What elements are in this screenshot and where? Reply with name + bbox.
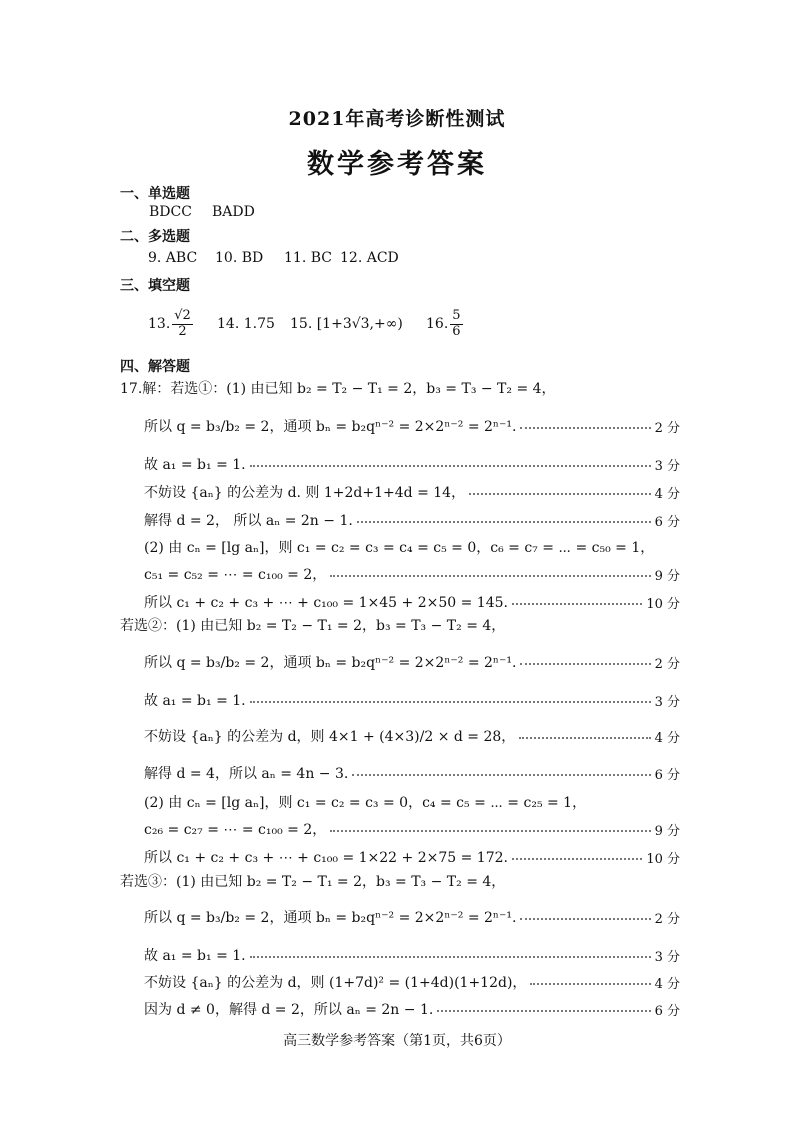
score-mark: 10 分 (646, 851, 680, 867)
solution-line (144, 590, 680, 614)
leader-dots (520, 427, 650, 429)
solution-text: 所以 c₁ + c₂ + c₃ + ⋯ + c₁₀₀ = 1×22 + 2×75 = 172. (144, 850, 508, 866)
multi-choice-answer-12: 12. ACD (340, 250, 399, 266)
score-mark: 4 分 (654, 976, 680, 992)
solution-text: 故 a₁ = b₁ = 1. (144, 693, 246, 709)
leader-dots (530, 983, 650, 985)
q13-label: 13. (148, 316, 171, 332)
leader-dots (250, 956, 651, 958)
exam-title: 2021年高考诊断性测试 (288, 108, 506, 130)
leader-dots (520, 663, 650, 665)
solution-line (144, 535, 680, 559)
multi-choice-answer-9: 9. ABC (148, 250, 198, 266)
score-mark: 4 分 (654, 730, 680, 746)
solution-line (144, 724, 680, 748)
leader-dots (330, 575, 650, 577)
solution-text: 故 a₁ = b₁ = 1. (144, 457, 246, 473)
solution-text: 因为 d ≠ 0，解得 d = 2，所以 aₙ = 2n − 1. (144, 1002, 434, 1018)
solution-text: 解得 d = 2， 所以 aₙ = 2n − 1. (144, 513, 353, 529)
section-heading-multi-choice: 二、多选题 (120, 229, 190, 245)
score-mark: 3 分 (654, 694, 680, 710)
score-mark: 2 分 (654, 420, 680, 436)
solution-text: (2) 由 cₙ = [lg aₙ]，则 c₁ = c₂ = c₃ = 0，c₄ = c₅ = ⋯ = c₂₅ = 1， (144, 795, 587, 811)
score-mark: 6 分 (654, 1003, 680, 1019)
solution-text: 若选②：(1) 由已知 b₂ = T₂ − T₁ = 2，b₃ = T₃ − T₂ = 4， (120, 618, 506, 634)
solution-text: 不妨设 {aₙ} 的公差为 d. 则 1+2d+1+4d = 14， (144, 485, 466, 501)
q16-label: 16. (426, 316, 449, 332)
solution-text: (2) 由 cₙ = [lg aₙ]，则 c₁ = c₂ = c₃ = c₄ = c₅ = 0，c₆ = c₇ = ⋯ = c₅₀ = 1， (144, 540, 655, 556)
solution-text: c₂₆ = c₂₇ = ⋯ = c₁₀₀ = 2， (144, 822, 327, 838)
solution-text: 不妨设 {aₙ} 的公差为 d，则 4×1 + (4×3)/2 × d = 28， (144, 729, 516, 745)
solution-text: c₅₁ = c₅₂ = ⋯ = c₁₀₀ = 2， (144, 567, 327, 583)
multi-choice-answer-11: 11. BC (284, 250, 332, 266)
fill-blank-answer-16 (426, 304, 465, 344)
leader-dots (437, 1010, 650, 1012)
leader-dots (250, 701, 651, 703)
solution-line (144, 562, 680, 586)
score-mark: 4 分 (654, 486, 680, 502)
section-heading-fill-blank: 三、填空题 (120, 278, 190, 294)
leader-dots (357, 521, 651, 523)
solution-line (144, 761, 680, 785)
score-mark: 9 分 (654, 568, 680, 584)
multi-choice-answer-10: 10. BD (215, 250, 264, 266)
leader-dots (512, 858, 642, 860)
q13-denominator: 2 (178, 323, 187, 339)
leader-dots (469, 493, 651, 495)
solution-line (144, 997, 680, 1021)
leader-dots (250, 465, 651, 467)
solution-line (120, 869, 680, 893)
solution-line (144, 414, 680, 438)
score-mark: 2 分 (654, 656, 680, 672)
q13-numerator: √2 (174, 308, 191, 324)
solution-line (120, 613, 680, 637)
score-mark: 6 分 (654, 514, 680, 530)
solution-line (144, 905, 680, 929)
score-mark: 10 分 (646, 596, 680, 612)
solution-text: 不妨设 {aₙ} 的公差为 d，则 (1+7d)² = (1+4d)(1+12d)， (144, 975, 527, 991)
solution-text: 所以 c₁ + c₂ + c₃ + ⋯ + c₁₀₀ = 1×45 + 2×50 = 145. (144, 595, 508, 611)
q13-fraction (172, 309, 193, 339)
score-mark: 3 分 (654, 458, 680, 474)
solution-line (144, 817, 680, 841)
leader-dots (330, 830, 650, 832)
solution-text: 若选③：(1) 由已知 b₂ = T₂ − T₁ = 2，b₃ = T₃ − T₂ = 4， (120, 874, 506, 890)
solution-line (144, 970, 680, 994)
score-mark: 3 分 (654, 949, 680, 965)
leader-dots (519, 737, 650, 739)
solution-line (144, 790, 680, 814)
solution-line (144, 688, 680, 712)
score-mark: 6 分 (654, 767, 680, 783)
solution-text: 所以 q = b₃/b₂ = 2，通项 bₙ = b₂qⁿ⁻² = 2×2ⁿ⁻² = 2ⁿ⁻¹. (144, 655, 517, 671)
solution-text: 解得 d = 4，所以 aₙ = 4n − 3. (144, 766, 349, 782)
single-choice-answer-group-2: BADD (212, 204, 255, 220)
solution-line (144, 943, 680, 967)
score-mark: 9 分 (654, 823, 680, 839)
solution-text: 故 a₁ = b₁ = 1. (144, 948, 246, 964)
fill-blank-answer-13 (148, 304, 195, 344)
q16-denominator: 6 (452, 323, 461, 339)
solution-text: 17.解：若选①：(1) 由已知 b₂ = T₂ − T₁ = 2，b₃ = T₃ − T₂ = 4， (120, 381, 556, 397)
q16-numerator: 5 (452, 308, 461, 324)
solution-text: 所以 q = b₃/b₂ = 2，通项 bₙ = b₂qⁿ⁻² = 2×2ⁿ⁻² = 2ⁿ⁻¹. (144, 910, 517, 926)
section-heading-single-choice: 一、单选题 (120, 186, 190, 202)
q16-fraction (450, 309, 462, 339)
document-title: 数学参考答案 (307, 149, 487, 180)
solution-line (120, 376, 680, 400)
single-choice-answer-group-1: BDCC (149, 204, 192, 220)
solution-text: 所以 q = b₃/b₂ = 2，通项 bₙ = b₂qⁿ⁻² = 2×2ⁿ⁻² = 2ⁿ⁻¹. (144, 419, 517, 435)
section-heading-solutions: 四、解答题 (120, 359, 190, 375)
solution-line (144, 480, 680, 504)
solution-line (144, 508, 680, 532)
solution-line (144, 452, 680, 476)
leader-dots (512, 603, 642, 605)
solution-line (144, 650, 680, 674)
page-footer: 高三数学参考答案（第1页，共6页） (283, 1033, 511, 1049)
score-mark: 2 分 (654, 911, 680, 927)
leader-dots (352, 774, 650, 776)
fill-blank-answer-15: 15. [1+3√3,+∞) (290, 316, 403, 332)
fill-blank-answer-14: 14. 1.75 (217, 316, 275, 332)
solution-line (144, 845, 680, 869)
leader-dots (520, 918, 650, 920)
